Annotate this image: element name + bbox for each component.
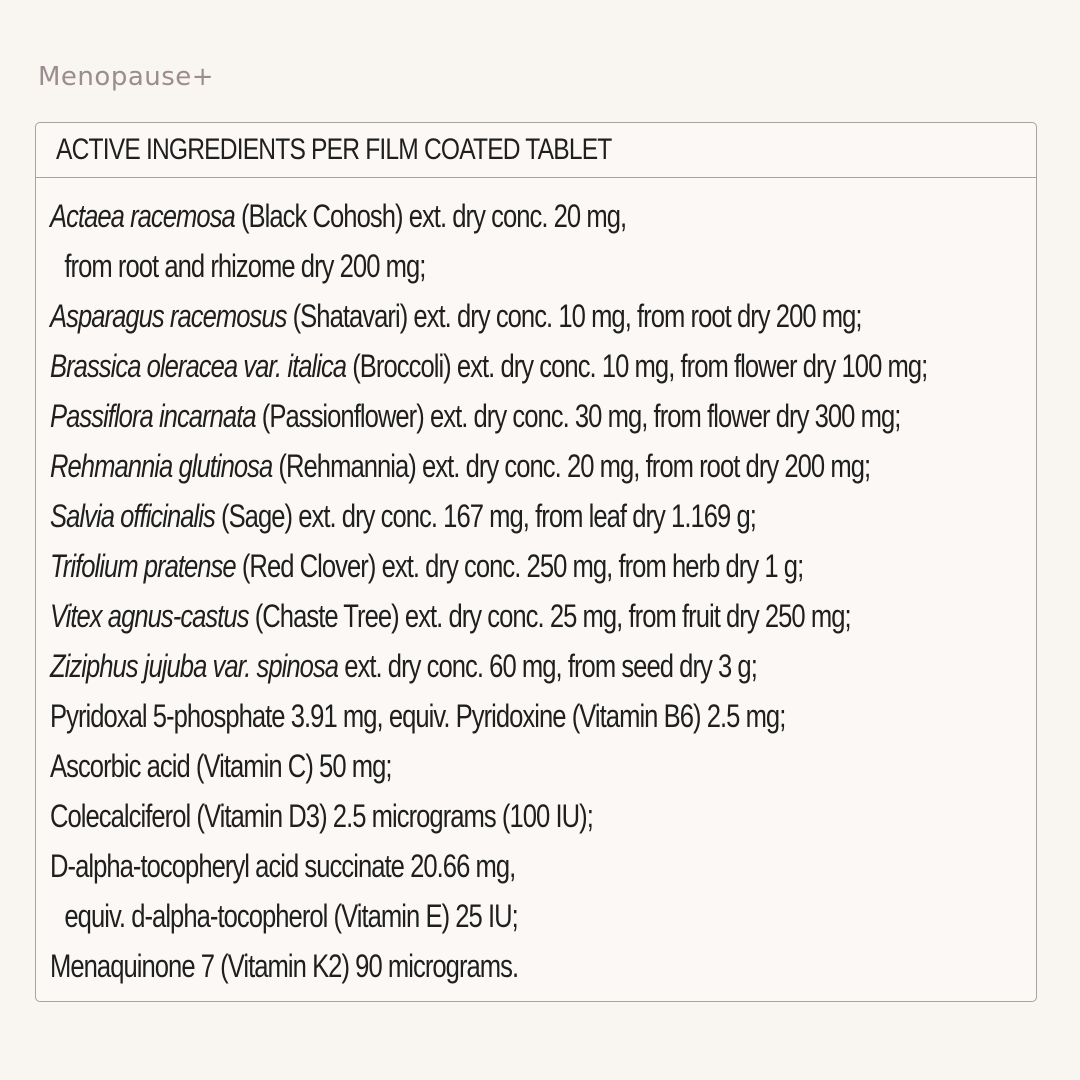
- ingredients-panel: [35, 122, 1037, 1002]
- ingredient-text: Pyridoxal 5-phosphate 3.91 mg, equiv. Pyridoxine (Vitamin B6) 2.5 mg;: [50, 698, 786, 734]
- ingredient-text: Ascorbic acid (Vitamin C) 50 mg;: [50, 748, 392, 784]
- ingredient-line: [50, 341, 927, 391]
- ingredient-line: [50, 291, 927, 341]
- ingredient-text: (Sage) ext. dry conc. 167 mg, from leaf dry 1.169 g;: [214, 498, 756, 534]
- ingredient-line: [50, 541, 927, 591]
- ingredient-text: Colecalciferol (Vitamin D3) 2.5 micrograms (100 IU);: [50, 798, 593, 834]
- ingredient-line: [50, 641, 927, 691]
- latin-name: Trifolium pratense: [50, 548, 236, 584]
- ingredient-text: (Broccoli) ext. dry conc. 10 mg, from flower dry 100 mg;: [346, 348, 928, 384]
- ingredient-line: [50, 191, 927, 241]
- ingredient-text: D-alpha-tocopheryl acid succinate 20.66 mg,: [50, 848, 516, 884]
- latin-name: Actaea racemosa: [50, 198, 235, 234]
- ingredient-line: [50, 941, 927, 991]
- ingredient-text: (Shatavari) ext. dry conc. 10 mg, from root dry 200 mg;: [286, 298, 862, 334]
- brand-name: Menopause+: [38, 62, 215, 92]
- ingredient-line-continued: [50, 241, 927, 291]
- latin-name: Passiflora incarnata: [50, 398, 256, 434]
- ingredient-line-continued: [50, 891, 927, 941]
- ingredient-line: [50, 591, 927, 641]
- ingredient-list: [50, 191, 1080, 991]
- ingredient-line: [50, 441, 927, 491]
- latin-name: Salvia officinalis: [50, 498, 215, 534]
- latin-name: Vitex agnus-castus: [50, 598, 249, 634]
- ingredient-line: [50, 841, 927, 891]
- ingredient-text: Menaquinone 7 (Vitamin K2) 90 micrograms.: [50, 948, 519, 984]
- latin-name: Rehmannia glutinosa: [50, 448, 273, 484]
- ingredient-line: [50, 691, 927, 741]
- ingredient-line: [50, 491, 927, 541]
- ingredient-text: equiv. d-alpha-tocopherol (Vitamin E) 25 IU;: [64, 898, 518, 934]
- ingredient-text: (Red Clover) ext. dry conc. 250 mg, from herb dry 1 g;: [235, 548, 804, 584]
- ingredient-text: (Chaste Tree) ext. dry conc. 25 mg, from fruit dry 250 mg;: [248, 598, 851, 634]
- ingredient-line: [50, 791, 927, 841]
- ingredient-line: [50, 391, 927, 441]
- latin-name: Asparagus racemosus: [50, 298, 287, 334]
- ingredient-text: ext. dry conc. 60 mg, from seed dry 3 g;: [338, 648, 757, 684]
- latin-name: Ziziphus jujuba var. spinosa: [50, 648, 339, 684]
- ingredient-line: [50, 741, 927, 791]
- ingredient-text: (Rehmannia) ext. dry conc. 20 mg, from root dry 200 mg;: [272, 448, 871, 484]
- ingredient-text: from root and rhizome dry 200 mg;: [64, 248, 426, 284]
- latin-name: Brassica oleracea var. italica: [50, 348, 347, 384]
- ingredient-text: (Passionflower) ext. dry conc. 30 mg, from flower dry 300 mg;: [255, 398, 901, 434]
- panel-title: ACTIVE INGREDIENTS PER FILM COATED TABLET: [56, 133, 612, 166]
- ingredient-text: (Black Cohosh) ext. dry conc. 20 mg,: [234, 198, 627, 234]
- panel-header: [36, 123, 1036, 178]
